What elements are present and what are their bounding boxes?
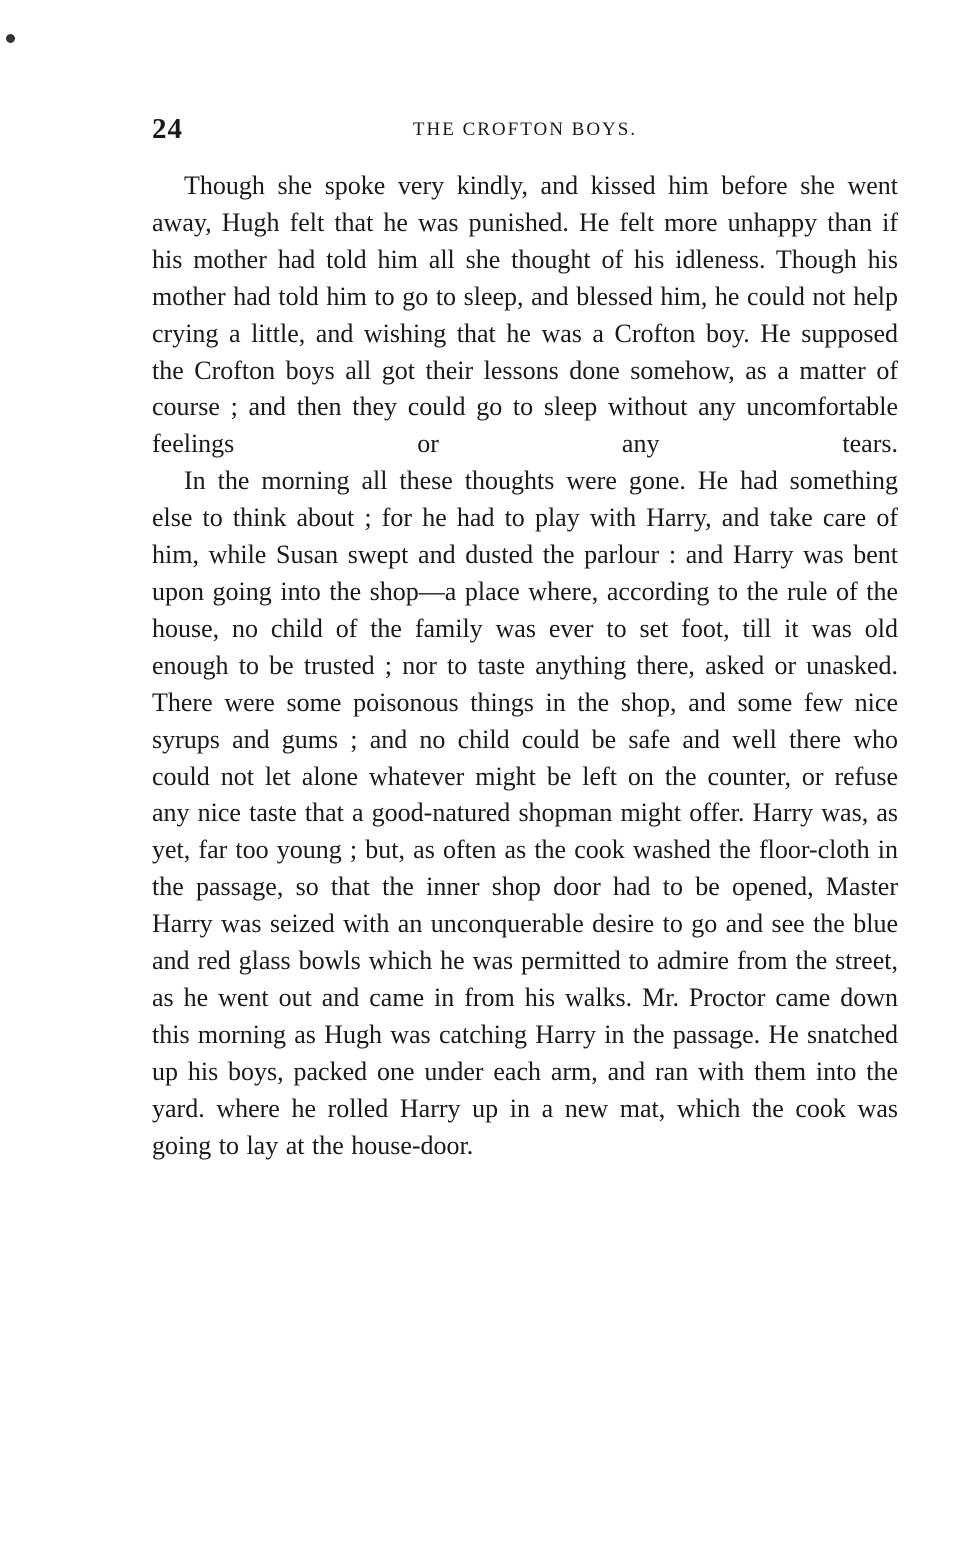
ink-speck [6, 34, 15, 43]
page-header [152, 112, 898, 146]
running-title: THE CROFTON BOYS. [412, 119, 638, 140]
body-text [152, 168, 898, 1164]
page-number: 24 [152, 113, 183, 145]
paragraph-1: Though she spoke very kindly, and kissed him before she went away, Hugh felt that he was punished. He felt more unhappy than if his mother had told him all she thought of his idleness. Though his mother had told him to go to sleep, and blessed him, he could not help crying a little, and wishing that he was a Crofton boy. He supposed the Crofton boys all got their lessons done somehow, as a matter of course ; and then they could go to sleep without any uncomfortable feelings or any tears. [152, 171, 898, 459]
paragraph-2: In the morning all these thoughts were gone. He had something else to think about ; for he had to play with Harry, and take care of him, while Susan swept and dusted the parlour : and Harry was bent upon going into the shop—a place where, according to the rule of the house, no child of the family was ever to set foot, till it was old enough to be trusted ; nor to taste anything there, asked or unasked. There were some poisonous things in the shop, and some few nice syrups and gums ; and no child could be safe and well there who could not let alone whatever might be left on the counter, or refuse any nice taste that a good-natured shopman might offer. Harry was, as yet, far too young ; but, as often as the cook washed the floor-cloth in the passage, so that the inner shop door had to be opened, Master Harry was seized with an unconquerable desire to go and see the blue and red glass bowls which he was permitted to admire from the street, as he went out and came in from his walks. Mr. Proctor came down this morning as Hugh was catching Harry in the passage. He snatched up his boys, packed one under each arm, and ran with them into the yard. where he rolled Harry up in a new mat, which the cook was going to lay at the house-door. [152, 466, 898, 1160]
